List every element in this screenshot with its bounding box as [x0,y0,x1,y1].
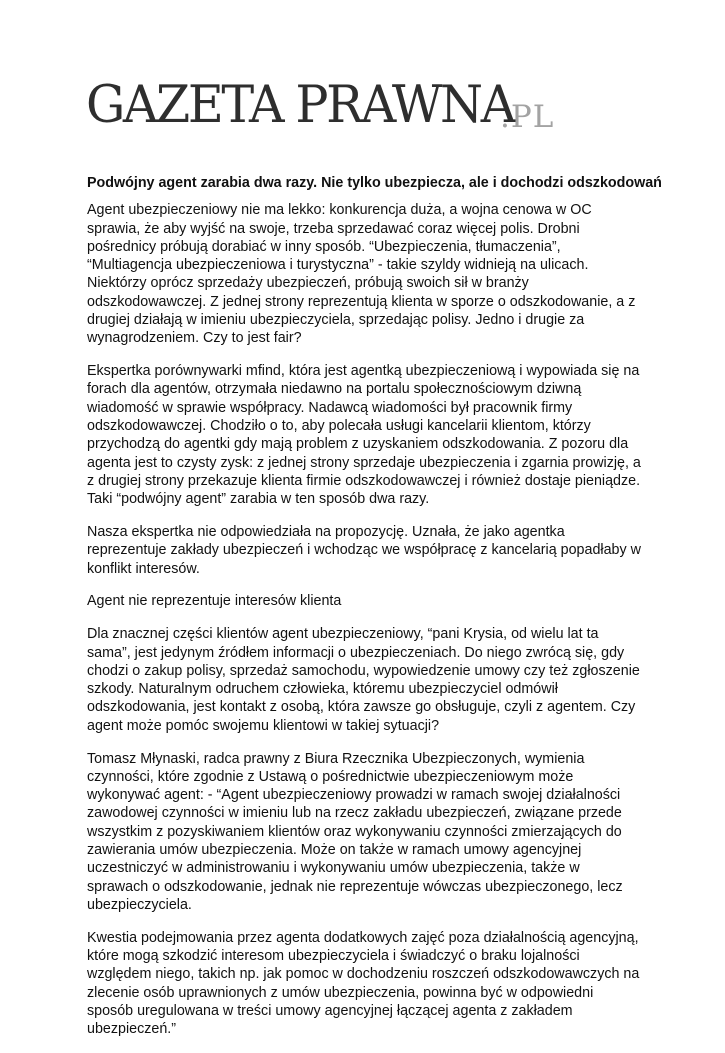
article-subheading: Agent nie reprezentuje interesów klienta [87,593,342,610]
article-paragraph: Dla znacznej części klientów agent ubezpieczeniowy, “pani Krysia, od wielu lat ta sama”, jest jedynym źródłem informacji o ubezpieczeniach. Do niego zwrócą się, gdy chodzi o zakup polisy, sprzedaż samochodu, wypowiedzenie umowy czy też zgłoszenie szkody. Naturalnym odruchem człowieka, któremu ubezpieczyciel odmówił odszkodowania, jest kontakt z osobą, która zawsze go obsługuje, czyli z agentem. Czy agent może pomóc swojemu klientowi w takiej sytuacji? [87,626,640,734]
article-paragraph: Agent ubezpieczeniowy nie ma lekko: konkurencja duża, a wojna cenowa w OC sprawia, że aby wyjść na swoje, trzeba sprzedawać coraz więcej polis. Drobni pośrednicy próbują dorabiać w inny sposób. “Ubezpieczenia, tłumaczenia”, “Multiagencja ubezpieczeniowa i turystyczna” - takie szyldy widnieją na ulicach. Niektórzy oprócz sprzedaży ubezpieczeń, próbują swoich sił w branży odszkodowawczej. Z jednej strony reprezentują klienta w sporze o odszkodowanie, a z drugiej działają w imieniu ubezpieczyciela, sprzedając polisy. Jedno i drugie za wynagrodzeniem. Czy to jest fair? [87,202,636,347]
article-paragraph: Ekspertka porównywarki mfind, która jest agentką ubezpieczeniową i wypowiada się na forach dla agentów, otrzymała niedawno na portalu społecznościowym dziwną wiadomość w sprawie współpracy. Nadawcą wiadomości był pracownik firmy odszkodowawczej. Chodziło o to, aby polecała usługi kancelarii klientom, którzy przychodzą do agentki gdy mają problem z uzyskaniem odszkodowania. Z pozoru dla agenta jest to czysty zysk: z jednej strony sprzedaje ubezpieczenia i zgarnia prowizję, a z drugiej strony przekazuje klienta firmie odszkodowawczej i również dostaje pieniądze. Taki “podwójny agent” zarabia w ten sposób dwa razy. [87,363,641,508]
article-headline: Podwójny agent zarabia dwa razy. Nie tylko ubezpiecza, ale i dochodzi odszkodowań [87,175,662,191]
logo-wordmark: GAZETA PRAWNA [86,76,514,135]
logo-domain-suffix: .PL [500,99,555,135]
article-paragraph: Kwestia podejmowania przez agenta dodatkowych zajęć poza działalnością agencyjną, które mogą szkodzić interesom ubezpieczyciela i świadczyć o braku lojalności względem niego, takich np. jak pomoc w dochodzeniu roszczeń odszkodowawczych na zlecenie osób uprawnionych z umów ubezpieczenia, powinna być w odpowiedni sposób uregulowana w treści umowy agencyjnej łączącej agenta z zakładem ubezpieczeń.” [87,929,640,1038]
gazeta-prawna-logo [86,76,555,135]
article-body [87,174,662,1053]
article-paragraph: Tomasz Młynaski, radca prawny z Biura Rzecznika Ubezpieczonych, wymienia czynności, które zgodnie z Ustawą o pośrednictwie ubezpieczeniowym może wykonywać agent: - “Agent ubezpieczeniowy prowadzi w ramach swojej działalności zawodowej czynności w imieniu lub na rzecz zakładu ubezpieczeń, związane przede wszystkim z pozyskiwaniem klientów oraz wykonywaniu czynności zmierzających do zawierania umów ubezpieczenia. Może on także w ramach umowy agencyjnej uczestniczyć w administrowaniu i wykonywaniu umów ubezpieczenia, także w sprawach o odszkodowanie, jednak nie reprezentuje wówczas ubezpieczonego, lecz ubezpieczyciela. [87,750,623,913]
article-paragraph: Nasza ekspertka nie odpowiedziała na propozycję. Uznała, że jako agentka reprezentuje zakłady ubezpieczeń i wchodząc we współpracę z kancelarią popadłaby w konflikt interesów. [87,524,641,577]
